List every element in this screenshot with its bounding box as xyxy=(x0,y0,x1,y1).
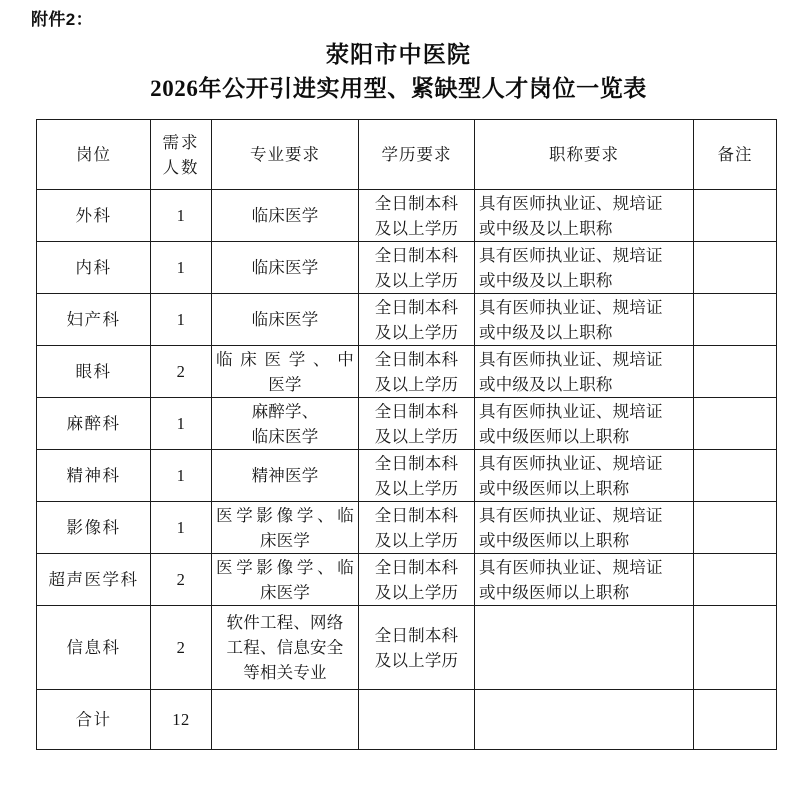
table-header-row xyxy=(37,120,777,190)
cell-job-title-line: 具有医师执业证、规培证 xyxy=(479,557,663,577)
cell-major xyxy=(212,346,359,398)
cell-education xyxy=(359,690,475,750)
cell-remark xyxy=(694,606,777,690)
cell-job-title xyxy=(475,294,694,346)
table-row xyxy=(37,398,777,450)
cell-job-title xyxy=(475,606,694,690)
cell-education-line: 及以上学历 xyxy=(374,270,459,290)
column-header-count-line2: 人数 xyxy=(162,157,200,177)
cell-major-line: 软件工程、网络 xyxy=(226,613,344,632)
cell-education-line: 及以上学历 xyxy=(374,582,459,602)
cell-job-title-line: 或中级医师以上职称 xyxy=(479,530,630,550)
cell-major-line: 临床医学 xyxy=(251,310,319,329)
cell-job-title-line: 或中级及以上职称 xyxy=(479,322,613,342)
table-row xyxy=(37,606,777,690)
cell-count: 2 xyxy=(151,606,212,690)
table-row xyxy=(37,502,777,554)
cell-job-title xyxy=(475,398,694,450)
cell-major xyxy=(212,502,359,554)
cell-remark xyxy=(694,190,777,242)
cell-remark xyxy=(694,242,777,294)
cell-education-line: 及以上学历 xyxy=(374,374,459,394)
cell-education xyxy=(359,606,475,690)
cell-post: 信息科 xyxy=(37,606,151,690)
cell-count: 2 xyxy=(151,554,212,606)
cell-job-title-line: 或中级及以上职称 xyxy=(479,270,613,290)
cell-remark xyxy=(694,398,777,450)
cell-major xyxy=(212,190,359,242)
cell-remark xyxy=(694,450,777,502)
cell-post: 影像科 xyxy=(37,502,151,554)
page-title-primary: 荥阳市中医院 xyxy=(325,42,472,67)
cell-post: 外科 xyxy=(37,190,151,242)
cell-education-line: 全日制本科 xyxy=(374,557,459,577)
column-header-count xyxy=(151,120,212,190)
page-title-secondary: 2026年公开引进实用型、紧缺型人才岗位一览表 xyxy=(150,76,647,101)
cell-major-line: 医学 xyxy=(268,374,302,394)
cell-education-line: 及以上学历 xyxy=(374,322,459,342)
table-row xyxy=(37,242,777,294)
cell-major-line: 临床医学 xyxy=(251,206,319,225)
cell-major xyxy=(212,450,359,502)
cell-major xyxy=(212,690,359,750)
cell-education-line: 及以上学历 xyxy=(374,530,459,550)
cell-education-line: 全日制本科 xyxy=(374,297,459,317)
cell-major-line: 床医学 xyxy=(259,530,311,550)
cell-education xyxy=(359,554,475,606)
cell-job-title-line: 具有医师执业证、规培证 xyxy=(479,505,663,525)
table-row xyxy=(37,346,777,398)
cell-job-title xyxy=(475,502,694,554)
cell-education-line: 及以上学历 xyxy=(374,650,459,670)
cell-education xyxy=(359,294,475,346)
cell-job-title xyxy=(475,450,694,502)
cell-count: 1 xyxy=(151,450,212,502)
cell-major xyxy=(212,554,359,606)
cell-job-title xyxy=(475,242,694,294)
cell-major-line: 临床医学 xyxy=(251,426,319,446)
cell-count: 1 xyxy=(151,502,212,554)
cell-remark xyxy=(694,502,777,554)
cell-post: 超声医学科 xyxy=(37,554,151,606)
cell-major-line: 临床医学 xyxy=(251,258,319,277)
cell-job-title xyxy=(475,554,694,606)
cell-remark xyxy=(694,346,777,398)
cell-education-line: 及以上学历 xyxy=(374,218,459,238)
column-header-education: 学历要求 xyxy=(359,120,475,190)
cell-education-line: 全日制本科 xyxy=(374,625,459,645)
column-header-major: 专业要求 xyxy=(212,120,359,190)
cell-major xyxy=(212,242,359,294)
jobs-table-container xyxy=(36,119,776,750)
column-header-remark: 备注 xyxy=(694,120,777,190)
cell-post: 妇产科 xyxy=(37,294,151,346)
cell-count: 2 xyxy=(151,346,212,398)
cell-major xyxy=(212,294,359,346)
cell-major xyxy=(212,398,359,450)
cell-education-line: 全日制本科 xyxy=(374,193,459,213)
cell-major-line: 临床医学、中 xyxy=(216,349,354,369)
cell-major xyxy=(212,606,359,690)
column-header-post: 岗位 xyxy=(37,120,151,190)
cell-major-line: 麻醉学、 xyxy=(251,401,319,421)
cell-job-title xyxy=(475,690,694,750)
cell-major-line: 工程、信息安全 xyxy=(226,638,344,657)
cell-count: 1 xyxy=(151,294,212,346)
table-row xyxy=(37,690,777,750)
cell-job-title xyxy=(475,346,694,398)
cell-job-title-line: 或中级及以上职称 xyxy=(479,218,613,238)
cell-education-line: 及以上学历 xyxy=(374,426,459,446)
cell-post: 眼科 xyxy=(37,346,151,398)
table-header xyxy=(37,120,777,190)
table-body xyxy=(37,190,777,750)
cell-education-line: 全日制本科 xyxy=(374,401,459,421)
cell-education-line: 全日制本科 xyxy=(374,349,459,369)
cell-education-line: 全日制本科 xyxy=(374,505,459,525)
cell-job-title-line: 具有医师执业证、规培证 xyxy=(479,349,663,369)
cell-count: 12 xyxy=(151,690,212,750)
cell-job-title-line: 或中级医师以上职称 xyxy=(479,582,630,602)
table-row xyxy=(37,190,777,242)
cell-post: 合计 xyxy=(37,690,151,750)
cell-major-line: 等相关专业 xyxy=(243,663,327,682)
cell-job-title-line: 具有医师执业证、规培证 xyxy=(479,453,663,473)
cell-remark xyxy=(694,294,777,346)
cell-job-title-line: 或中级医师以上职称 xyxy=(479,426,630,446)
table-row xyxy=(37,294,777,346)
cell-education-line: 及以上学历 xyxy=(374,478,459,498)
table-row xyxy=(37,450,777,502)
cell-major-line: 医学影像学、临 xyxy=(216,557,354,577)
cell-count: 1 xyxy=(151,190,212,242)
cell-remark xyxy=(694,690,777,750)
cell-education-line: 全日制本科 xyxy=(374,245,459,265)
cell-job-title-line: 或中级医师以上职称 xyxy=(479,478,630,498)
cell-education-line: 全日制本科 xyxy=(374,453,459,473)
cell-job-title-line: 具有医师执业证、规培证 xyxy=(479,297,663,317)
attachment-label: 附件2： xyxy=(31,10,94,29)
cell-job-title-line: 具有医师执业证、规培证 xyxy=(479,401,663,421)
cell-count: 1 xyxy=(151,242,212,294)
cell-education xyxy=(359,502,475,554)
cell-education xyxy=(359,190,475,242)
cell-education xyxy=(359,346,475,398)
cell-major-line: 床医学 xyxy=(259,582,311,602)
jobs-table xyxy=(36,119,777,750)
cell-post: 麻醉科 xyxy=(37,398,151,450)
cell-job-title-line: 具有医师执业证、规培证 xyxy=(479,245,663,265)
cell-job-title xyxy=(475,190,694,242)
cell-post: 精神科 xyxy=(37,450,151,502)
table-row xyxy=(37,554,777,606)
column-header-count-line1: 需求 xyxy=(162,132,200,152)
cell-education xyxy=(359,242,475,294)
document-title-block xyxy=(0,40,797,106)
column-header-job-title: 职称要求 xyxy=(475,120,694,190)
cell-job-title-line: 或中级及以上职称 xyxy=(479,374,613,394)
cell-education xyxy=(359,398,475,450)
cell-job-title-line: 具有医师执业证、规培证 xyxy=(479,193,663,213)
cell-major-line: 精神医学 xyxy=(251,466,319,485)
cell-remark xyxy=(694,554,777,606)
cell-education xyxy=(359,450,475,502)
cell-post: 内科 xyxy=(37,242,151,294)
cell-major-line: 医学影像学、临 xyxy=(216,505,354,525)
cell-count: 1 xyxy=(151,398,212,450)
